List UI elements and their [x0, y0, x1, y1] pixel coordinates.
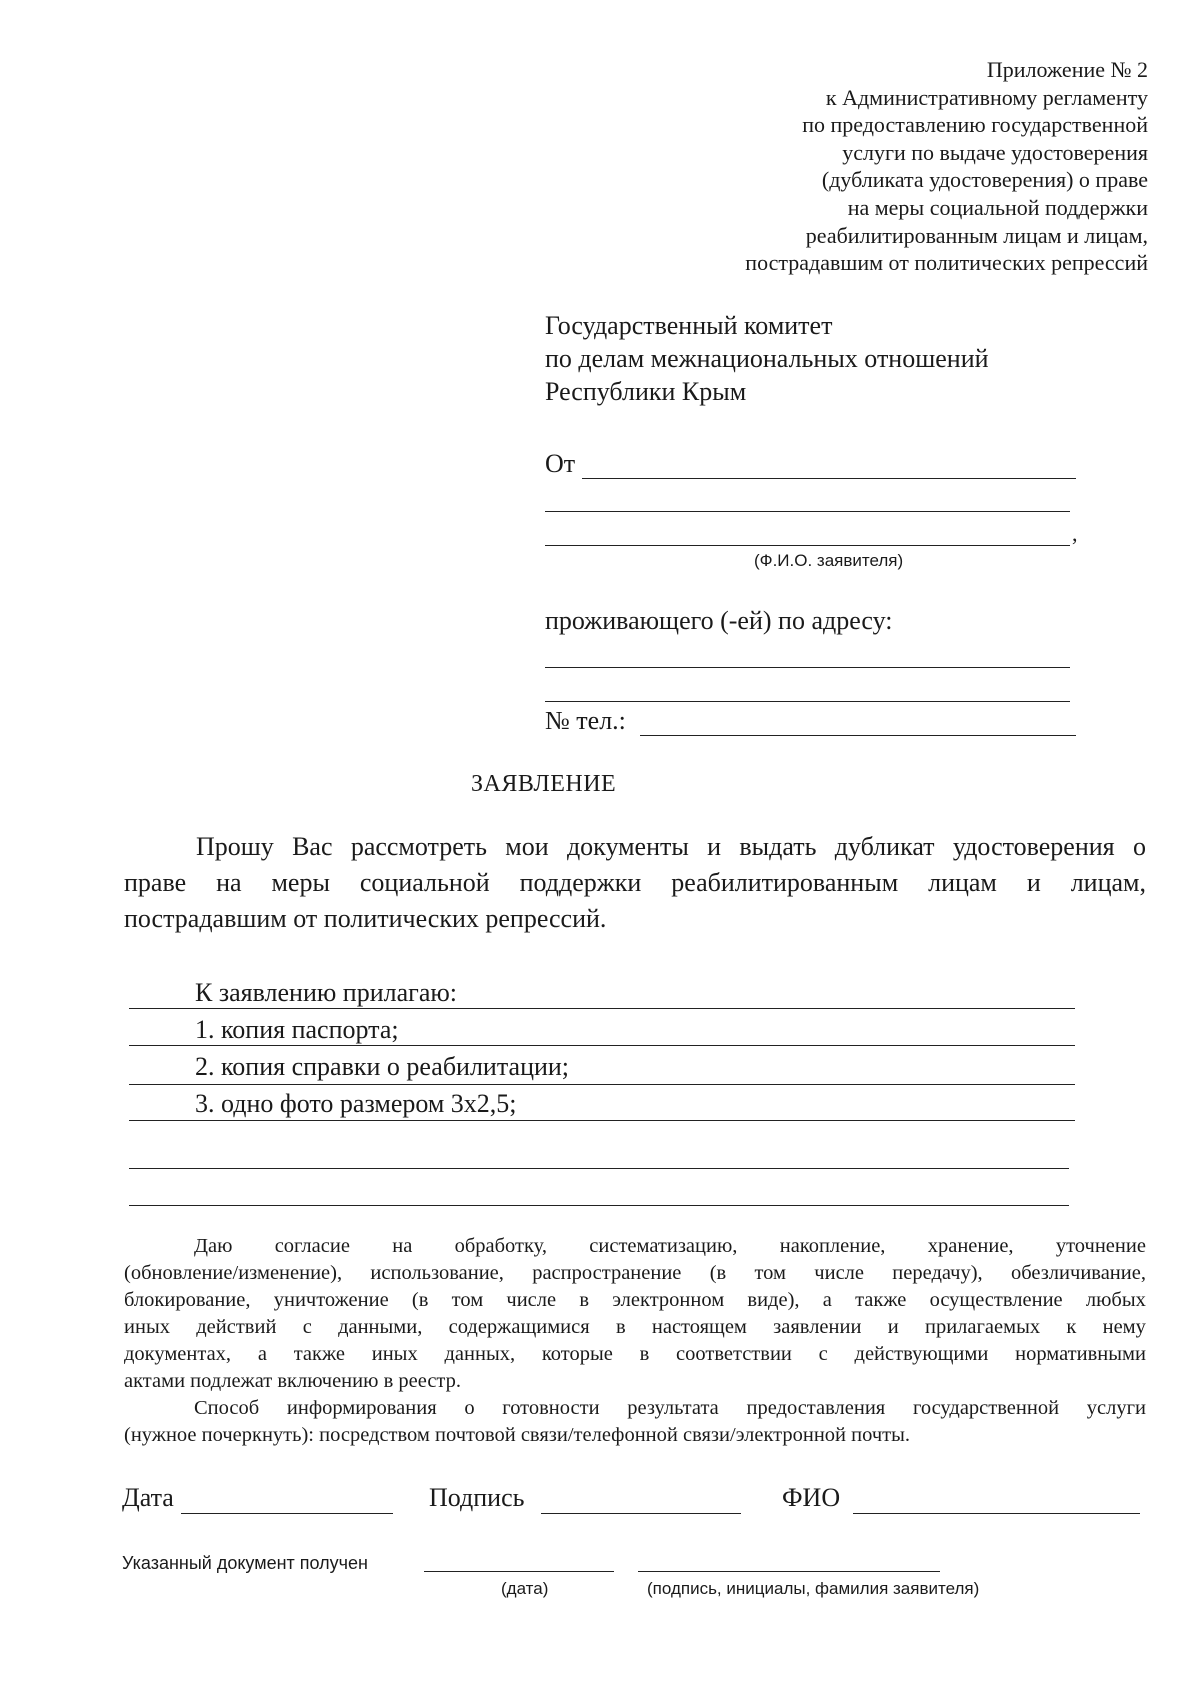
receipt-signature-hint: (подпись, инициалы, фамилия заявителя) — [647, 1579, 980, 1598]
word: уничтожение — [273, 1289, 389, 1311]
consent-paragraph — [124, 1233, 1146, 1449]
word: числе — [506, 1289, 557, 1311]
word: электронном — [612, 1289, 725, 1311]
recipient-line: Республики Крым — [545, 377, 747, 406]
consent-line — [124, 1314, 1146, 1341]
consent-line — [124, 1368, 1146, 1395]
word: иных — [371, 1343, 418, 1365]
word: систематизацию, — [589, 1235, 738, 1257]
word: в — [615, 1316, 626, 1338]
word: государственной — [912, 1397, 1060, 1419]
appendix-line: по предоставлению государственной — [802, 112, 1148, 138]
consent-text: актами подлежат включению в реестр. — [124, 1370, 462, 1392]
word: том — [754, 1262, 787, 1284]
phone-label: № тел.: — [545, 706, 626, 735]
address-field-1[interactable] — [545, 667, 1070, 668]
word: на — [216, 868, 242, 897]
attachment-line[interactable] — [129, 1120, 1075, 1121]
word: также — [293, 1343, 345, 1365]
word: и — [1026, 868, 1041, 897]
attachment-item: 3. одно фото размером 3х2,5; — [195, 1089, 517, 1118]
word: блокирование, — [124, 1289, 251, 1311]
word: согласие — [274, 1235, 350, 1257]
name-comma: , — [1072, 521, 1078, 546]
word: соответствии — [676, 1343, 792, 1365]
word: на — [392, 1235, 413, 1257]
word: выдать — [739, 832, 817, 861]
word: результата — [627, 1397, 719, 1419]
receipt-signature-field[interactable] — [638, 1571, 940, 1572]
word: (обновление/изменение), — [124, 1262, 343, 1284]
attachment-blank-line[interactable] — [129, 1168, 1069, 1169]
word: накопление, — [779, 1235, 886, 1257]
word: Вас — [292, 832, 333, 861]
applicant-name-field-2[interactable] — [545, 511, 1070, 512]
word: данными, — [338, 1316, 423, 1338]
word: готовности — [502, 1397, 600, 1419]
word: (в — [411, 1289, 429, 1311]
word: иных — [124, 1316, 170, 1338]
word: Способ — [194, 1397, 260, 1419]
date-field[interactable] — [181, 1513, 393, 1514]
attachment-line[interactable] — [129, 1045, 1075, 1046]
word: а — [257, 1343, 267, 1365]
word: поддержки — [519, 868, 642, 897]
word: содержащимися — [448, 1316, 590, 1338]
word: обработку, — [454, 1235, 547, 1257]
notification-method-text: (нужное почеркнуть): посредством почтовой связи/телефонной связи/электронной почты. — [124, 1424, 910, 1446]
appendix-line: пострадавшим от политических репрессий — [745, 250, 1148, 276]
applicant-name-field-1[interactable] — [582, 478, 1076, 479]
applicant-name-field-3[interactable] — [545, 545, 1070, 546]
word: а — [822, 1289, 832, 1311]
phone-field[interactable] — [640, 735, 1076, 736]
word: заявлении — [773, 1316, 862, 1338]
fio-label: ФИО — [782, 1483, 841, 1512]
request-text: пострадавшим от политических репрессий. — [124, 904, 607, 933]
word: праве — [124, 868, 187, 897]
from-label: От — [545, 449, 576, 478]
address-field-2[interactable] — [545, 701, 1070, 702]
attachment-item: 2. копия справки о реабилитации; — [195, 1052, 570, 1081]
word: к — [1066, 1316, 1077, 1338]
word: услуги — [1086, 1397, 1146, 1419]
word: нормативными — [1015, 1343, 1146, 1365]
consent-line — [124, 1260, 1146, 1287]
word: и — [887, 1316, 899, 1338]
recipient-line: Государственный комитет — [545, 311, 833, 340]
recipient-block — [545, 309, 989, 408]
attachment-line[interactable] — [129, 1084, 1075, 1085]
word: предоставления — [746, 1397, 886, 1419]
applicant-name-hint: (Ф.И.О. заявителя) — [754, 551, 904, 570]
appendix-line: на меры социальной поддержки — [847, 194, 1148, 220]
word: информирования — [286, 1397, 437, 1419]
request-line — [124, 829, 1146, 865]
word: рассмотреть — [350, 832, 487, 861]
appendix-line: к Административному регламенту — [825, 84, 1148, 110]
attachments-heading: К заявлению прилагаю: — [195, 978, 458, 1007]
word: прилагаемых — [924, 1316, 1041, 1338]
appendix-line: реабилитированным лицам и лицам, — [805, 222, 1148, 248]
word: осуществление — [929, 1289, 1063, 1311]
word: удостоверения — [952, 832, 1115, 861]
word: реабилитированным — [671, 868, 899, 897]
word: лицам, — [1070, 868, 1146, 897]
consent-line — [124, 1233, 1146, 1260]
attachment-blank-line[interactable] — [129, 1205, 1069, 1206]
word: (в — [709, 1262, 727, 1284]
word: документах, — [124, 1343, 232, 1365]
word: о — [1132, 832, 1146, 861]
word: дубликат — [834, 832, 935, 861]
appendix-line: (дубликата удостоверения) о праве — [821, 167, 1148, 193]
word: Даю — [194, 1235, 233, 1257]
document-title: ЗАЯВЛЕНИЕ — [471, 771, 617, 797]
word: в — [579, 1289, 590, 1311]
fio-field[interactable] — [853, 1513, 1140, 1514]
word: данных, — [444, 1343, 516, 1365]
word: также — [855, 1289, 907, 1311]
word: распространение — [532, 1262, 682, 1284]
appendix-reference — [745, 56, 1148, 277]
word: Прошу — [196, 832, 274, 861]
word: том — [451, 1289, 484, 1311]
request-line — [124, 901, 1146, 937]
word: хранение, — [927, 1235, 1014, 1257]
receipt-label: Указанный документ получен — [122, 1553, 368, 1573]
word: и — [707, 832, 722, 861]
word: о — [464, 1397, 475, 1419]
attachment-item: 1. копия паспорта; — [195, 1015, 399, 1044]
signature-field[interactable] — [541, 1513, 741, 1514]
word: уточнение — [1055, 1235, 1146, 1257]
word: с — [818, 1343, 828, 1365]
word: действующими — [854, 1343, 989, 1365]
word: меры — [271, 868, 330, 897]
word: передачу), — [892, 1262, 983, 1284]
consent-line — [124, 1287, 1146, 1314]
signature-label: Подпись — [429, 1483, 525, 1512]
notification-method-line — [124, 1422, 1146, 1449]
attachment-line[interactable] — [129, 1008, 1075, 1009]
address-label: проживающего (-ей) по адресу: — [545, 606, 893, 635]
word: действий — [196, 1316, 277, 1338]
word: в — [639, 1343, 650, 1365]
date-label: Дата — [122, 1483, 174, 1512]
word: числе — [814, 1262, 865, 1284]
word: социальной — [359, 868, 490, 897]
word: обезличивание, — [1010, 1262, 1146, 1284]
word: лицам — [928, 868, 997, 897]
word: нему — [1102, 1316, 1146, 1338]
notification-method-line — [124, 1395, 1146, 1422]
receipt-date-hint: (дата) — [501, 1579, 549, 1598]
word: с — [302, 1316, 312, 1338]
recipient-line: по делам межнациональных отношений — [545, 344, 989, 373]
appendix-line: услуги по выдаче удостоверения — [842, 139, 1148, 165]
word: любых — [1085, 1289, 1146, 1311]
word: которые — [541, 1343, 613, 1365]
receipt-date-field[interactable] — [424, 1571, 614, 1572]
consent-line — [124, 1341, 1146, 1368]
request-paragraph — [124, 829, 1146, 937]
appendix-line: Приложение № 2 — [986, 57, 1148, 82]
word: мои — [505, 832, 549, 861]
word: документы — [566, 832, 689, 861]
word: виде), — [747, 1289, 800, 1311]
request-line — [124, 865, 1146, 901]
word: использование, — [370, 1262, 504, 1284]
word: настоящем — [651, 1316, 747, 1338]
